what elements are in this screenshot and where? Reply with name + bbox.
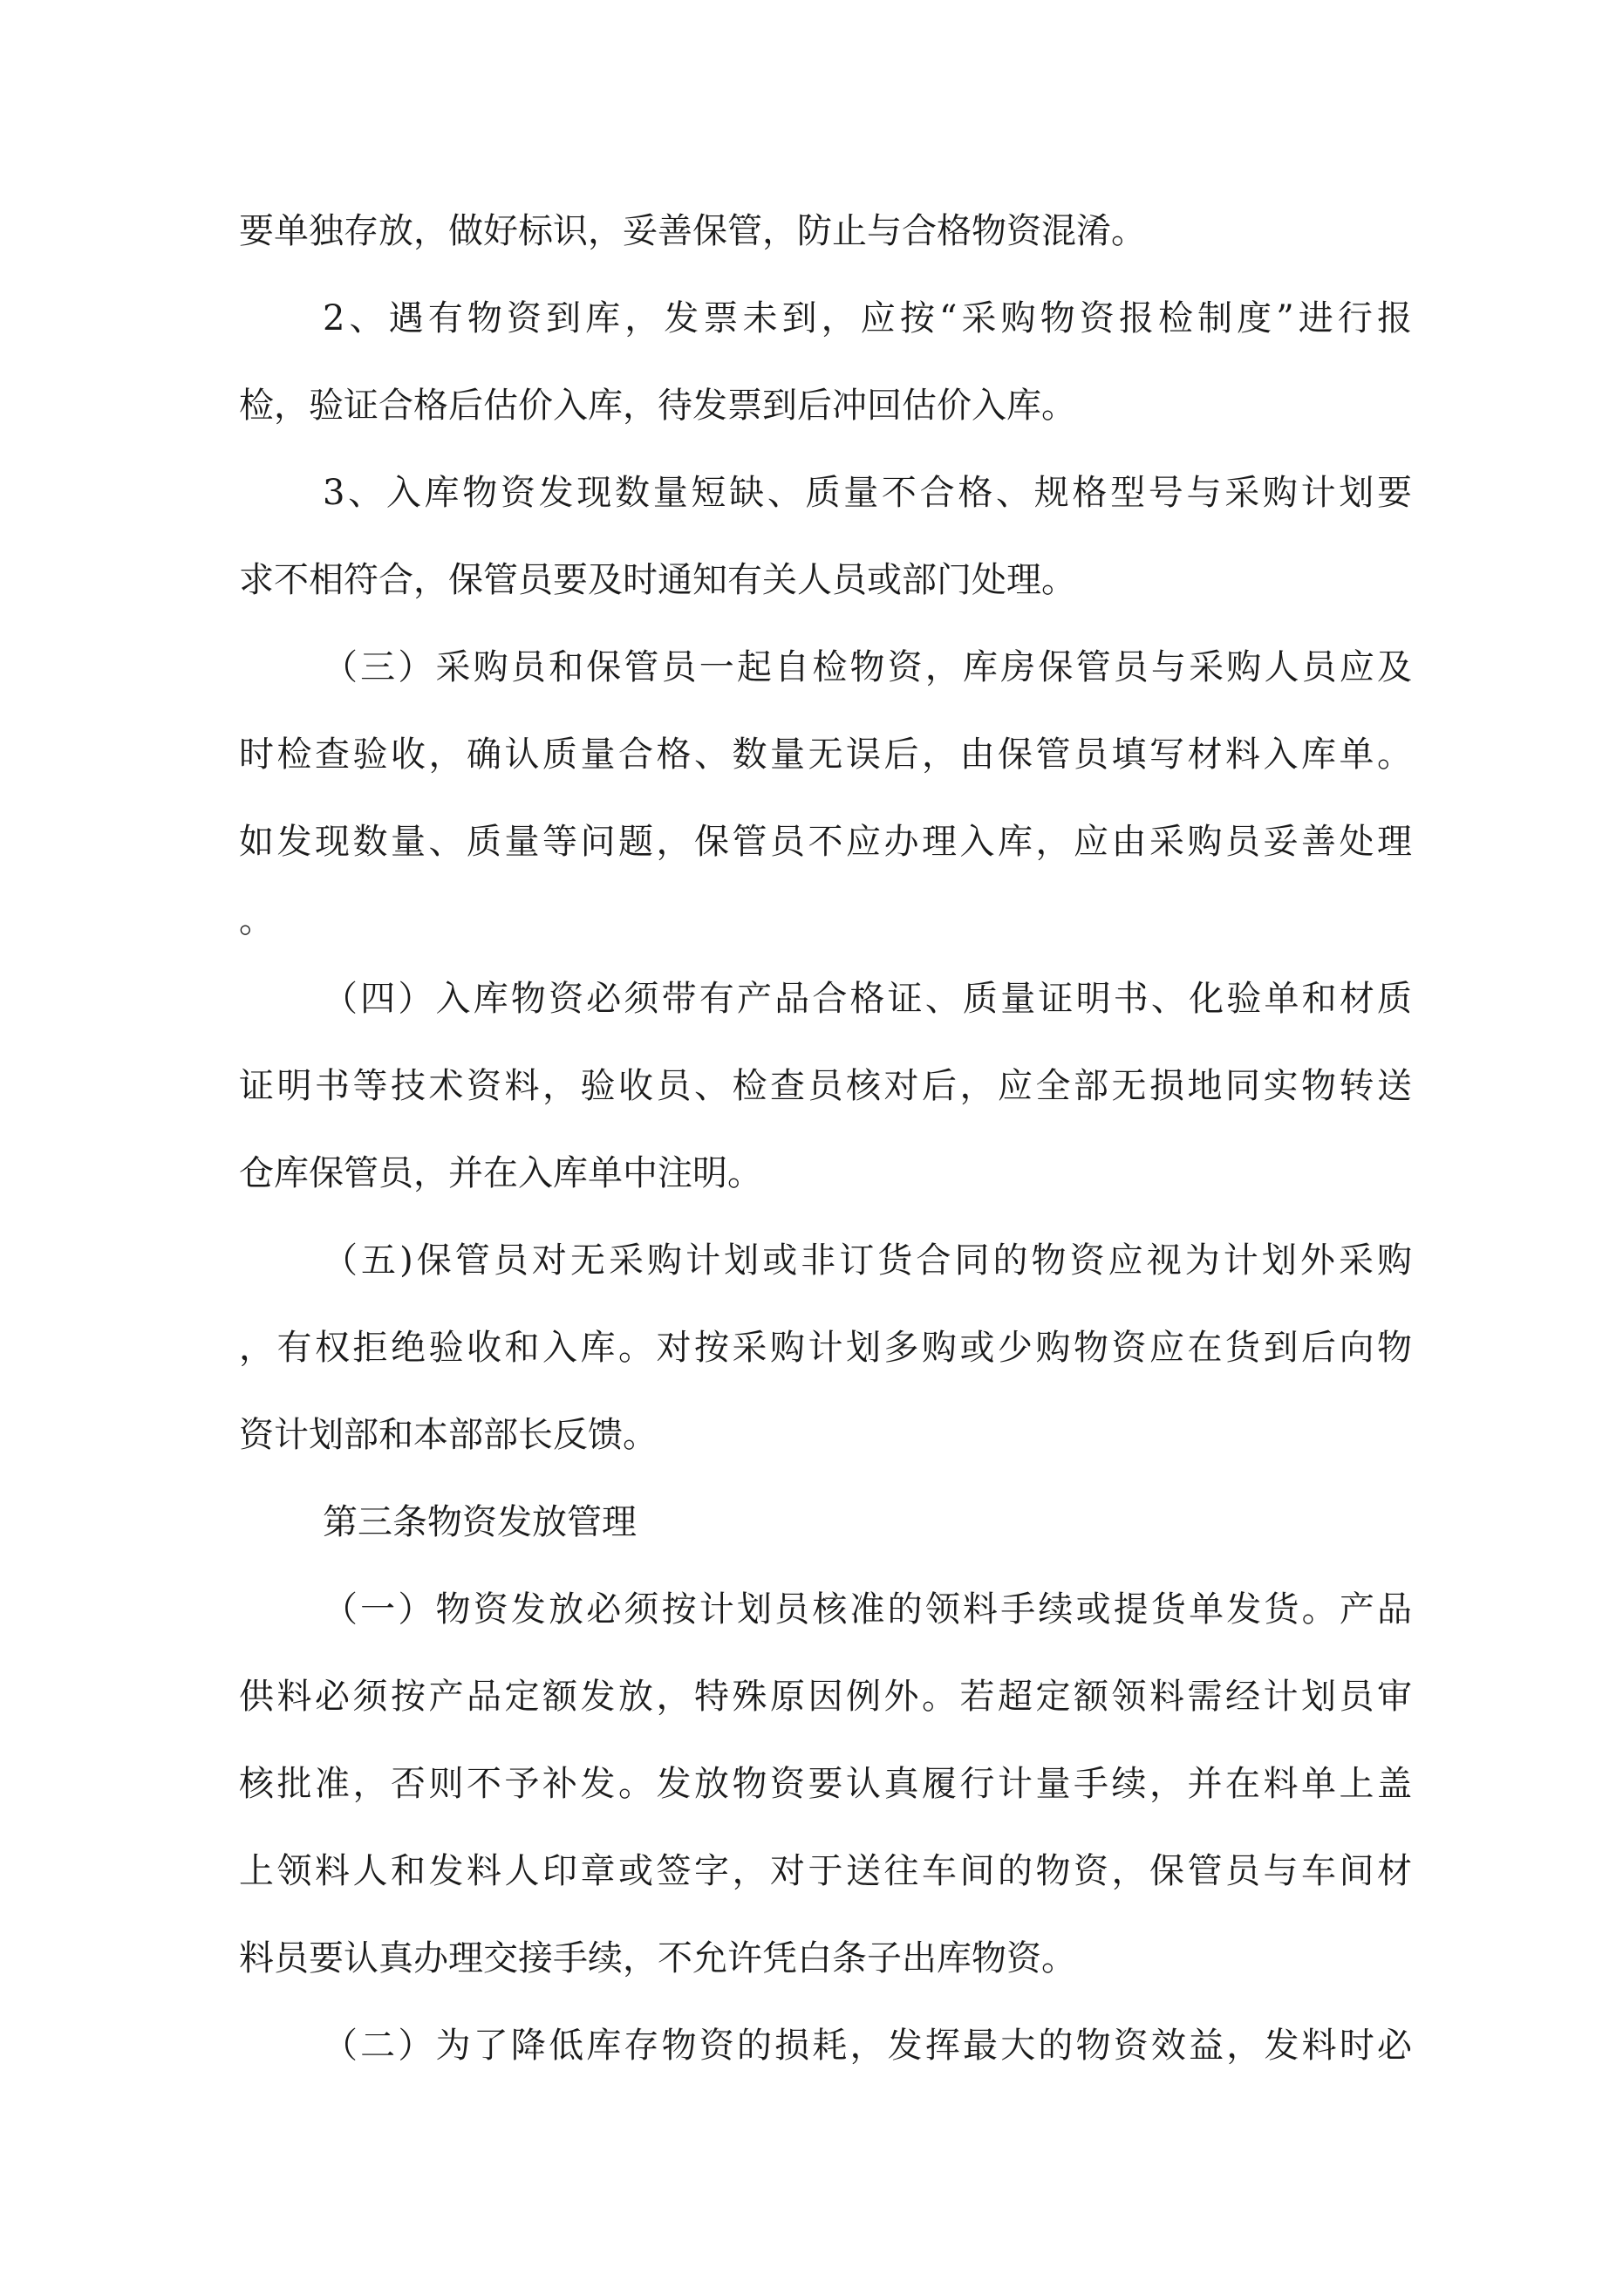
section-heading: 第三条物资发放管理 (323, 1502, 637, 1542)
text-line: 如发现数量、质量等问题，保管员不应办理入库，应由采购员妥善处理 (239, 822, 1412, 862)
text-line: 供料必须按产品定额发放，特殊原因例外。若超定额领料需经计划员审 (239, 1677, 1412, 1717)
text-line: ，有权拒绝验收和入库。对按采购计划多购或少购物资应在货到后向物 (239, 1328, 1412, 1368)
text-line: 3、入库物资发现数量短缺、质量不合格、规格型号与采购计划要 (323, 473, 1412, 513)
text-line: 时检查验收，确认质量合格、数量无误后，由保管员填写材料入库单。 (239, 735, 1412, 775)
text-line: 。 (239, 900, 274, 940)
text-line: 证明书等技术资料，验收员、检查员核对后，应全部无损地同实物转送 (239, 1066, 1412, 1106)
text-line: 上领料人和发料人印章或签字，对于送往车间的物资，保管员与车间材 (239, 1851, 1412, 1891)
text-line: 求不相符合，保管员要及时通知有关人员或部门处理。 (239, 560, 1076, 600)
text-line: 仓库保管员，并在入库单中注明。 (239, 1153, 762, 1193)
text-line: （五)保管员对无采购计划或非订货合同的物资应视为计划外采购 (323, 1240, 1412, 1281)
text-line: （四）入库物资必须带有产品合格证、质量证明书、化验单和材质 (323, 979, 1412, 1019)
text-line: 要单独存放，做好标识，妥善保管，防止与合格物资混淆。 (239, 211, 1146, 251)
text-line: 检，验证合格后估价入库，待发票到后冲回估价入库。 (239, 386, 1076, 426)
text-line: （一）物资发放必须按计划员核准的领料手续或提货单发货。产品 (323, 1589, 1412, 1630)
text-line: 料员要认真办理交接手续，不允许凭白条子出库物资。 (239, 1938, 1076, 1978)
text-line: （二）为了降低库存物资的损耗，发挥最大的物资效益，发料时必 (323, 2026, 1412, 2066)
text-line: 资计划部和本部部长反馈。 (239, 1415, 658, 1455)
text-line: 2、遇有物资到库，发票未到，应按“采购物资报检制度”进行报 (323, 298, 1412, 338)
text-line: （三）采购员和保管员一起自检物资，库房保管员与采购人员应及 (323, 647, 1412, 687)
text-line: 核批准，否则不予补发。发放物资要认真履行计量手续，并在料单上盖 (239, 1764, 1412, 1804)
